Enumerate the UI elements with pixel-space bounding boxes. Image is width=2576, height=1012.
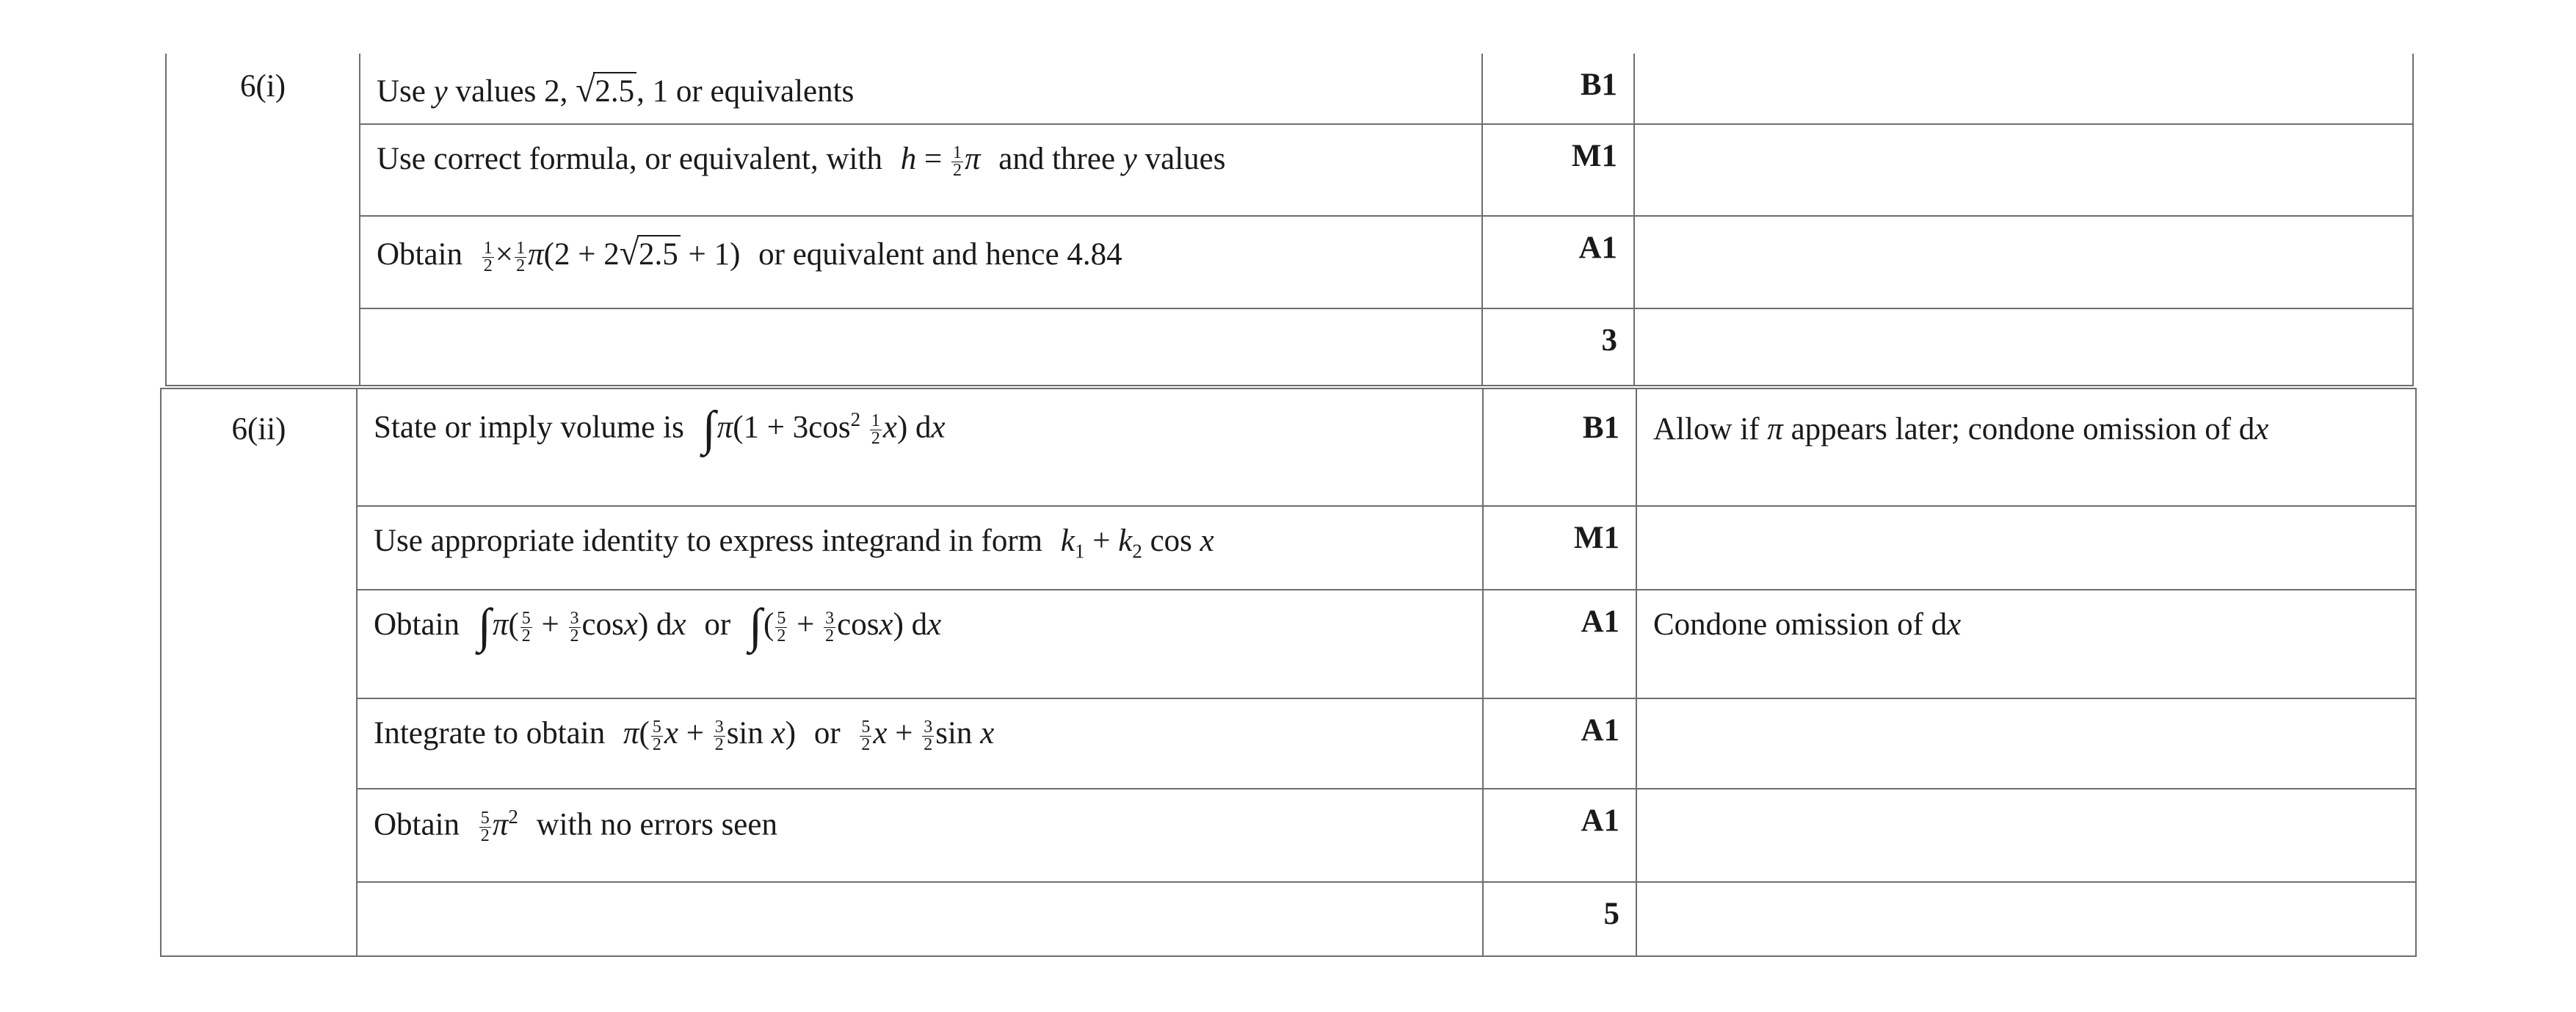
guidance-cell: Allow if π appears later; condone omission of dx bbox=[1636, 388, 2416, 506]
mark-cell: M1 bbox=[1483, 506, 1636, 590]
guidance-cell bbox=[1636, 882, 2416, 956]
mark-cell: B1 bbox=[1482, 54, 1634, 124]
guidance-cell bbox=[1634, 308, 2413, 386]
mark-cell: A1 bbox=[1482, 216, 1634, 308]
answer-cell: Obtain ∫π( $\frac{5}{2}$ + $\frac{3}{2}$ cosx) dx or ∫( $\frac{5}{2}$ + $\frac{3}{2}$ cosx) dx bbox=[357, 590, 1483, 698]
guidance-cell bbox=[1634, 124, 2413, 216]
guidance-cell bbox=[1634, 54, 2413, 124]
answer-cell: Use correct formula, or equivalent, with h = $\frac{1}{2}$ π and three y values bbox=[360, 124, 1482, 216]
mark-scheme-part-6ii bbox=[160, 388, 2417, 957]
mark-total: 3 bbox=[1482, 308, 1634, 386]
answer-cell: Obtain $\frac{5}{2}$ $\pi^2$ with no errors seen bbox=[357, 789, 1483, 882]
guidance-cell bbox=[1634, 216, 2413, 308]
guidance-cell: Condone omission of dx bbox=[1636, 590, 2416, 698]
mark-scheme-part-6i bbox=[165, 54, 2414, 386]
guidance-cell bbox=[1636, 698, 2416, 789]
question-number: 6(ii) bbox=[161, 388, 357, 956]
guidance-cell bbox=[1636, 506, 2416, 590]
mark-cell: A1 bbox=[1483, 590, 1636, 698]
answer-cell: Integrate to obtain π( $\frac{5}{2}$ x + $\frac{3}{2}$ sin x) or $\frac{5}{2}$ x + $\frac{3}{2}$ sin x bbox=[357, 698, 1483, 789]
answer-cell: State or imply volume is $\int\pi(1 + 3\cos^2$ $\frac{1}{2}$ x) dx bbox=[357, 388, 1483, 506]
mark-total: 5 bbox=[1483, 882, 1636, 956]
answer-cell: Obtain $\frac{1}{2}$ × $\frac{1}{2}$ π(2 + 2√2.5 + 1) or equivalent and hence 4.84 bbox=[360, 216, 1482, 308]
answer-cell bbox=[360, 308, 1482, 386]
guidance-cell bbox=[1636, 789, 2416, 882]
answer-cell: Use y values 2, √2.5, 1 or equivalents bbox=[360, 54, 1482, 124]
question-number: 6(i) bbox=[166, 54, 360, 386]
mark-cell: A1 bbox=[1483, 789, 1636, 882]
mark-cell: M1 bbox=[1482, 124, 1634, 216]
answer-cell bbox=[357, 882, 1483, 956]
mark-cell: B1 bbox=[1483, 388, 1636, 506]
square-root: √2.5 bbox=[576, 74, 636, 109]
answer-cell: Use appropriate identity to express integrand in form $k_1 + k_2$ cos x bbox=[357, 506, 1483, 590]
mark-cell: A1 bbox=[1483, 698, 1636, 789]
